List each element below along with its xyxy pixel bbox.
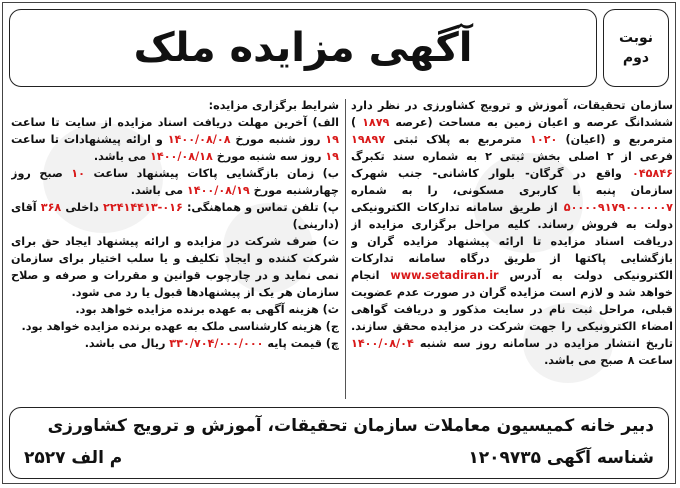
auction-description xyxy=(351,97,673,403)
contact-person: آقای (دارینی) xyxy=(11,201,339,231)
text-segment: واقع در گرگان- بلوار کاشانی- جنب شهرک سازمان پنبه با کاربری مسکونی، را به شماره xyxy=(351,167,673,197)
text-segment: فرعی از ۲ اصلی بخش ثبتی ۲ به شماره سند تکبرگ xyxy=(351,150,673,163)
text-segment: ساعت ۸ صبح می باشد. xyxy=(544,354,673,367)
text-segment: روز سه شنبه مورخ xyxy=(216,150,322,163)
document-deadline-date: ۱۴۰۰/۰۸/۰۸ xyxy=(167,133,231,146)
condition-te: ت) صرف شرکت در مزایده و ارائه پیشنهاد ایجاد حق برای شرکت کننده و ایجاد تکلیف و یا سلب اختیار برای سازمان نمی نماید و در چارچوب قوانین و مقررات و صرفه و صلاح سازمان هر یک از پیشنهادها قبول یا رد می شود. xyxy=(11,235,339,299)
issue-number-box xyxy=(603,9,669,87)
text-segment: صبح روز چهارشنبه مورخ xyxy=(11,167,339,197)
condition-che xyxy=(11,335,339,352)
base-price: ۳۳۰/۷۰۴/۰۰۰/۰۰۰ xyxy=(169,337,264,350)
text-segment: سازمان تحقیقات، آموزش و ترویج کشاورزی در نظر دارد ششدانگ عرصه و اعیان زمین به مساحت (عرصه xyxy=(351,99,673,129)
deed-number: ۰۴۵۸۴۶ xyxy=(632,167,673,180)
text-segment: چ) قیمت پایه xyxy=(267,337,339,350)
auction-number: ۵۰۰۰۰۹۱۷۹۰۰۰۰۰۰۷ xyxy=(563,201,673,214)
issue-label: نوبت xyxy=(618,30,654,46)
land-area: ۱۸۷۹ xyxy=(362,116,390,129)
building-area: ۱۰۲۰ xyxy=(529,133,558,146)
text-segment: روز شنبه مورخ xyxy=(235,133,321,146)
deadline-hour: ۱۹ xyxy=(325,133,339,146)
issuer-name: دبیر خانه کمیسیون معاملات سازمان تحقیقات، آموزش و ترویج کشاورزی xyxy=(47,416,654,436)
reference-code: م الف ۲۵۲۷ xyxy=(24,448,123,468)
text-segment: می باشد. xyxy=(93,150,147,163)
text-segment: داخلی xyxy=(65,201,99,214)
condition-se: ث) هزینه آگهی به عهده برنده مزایده خواهد بود. xyxy=(75,303,339,316)
text-segment: می باشد. xyxy=(130,184,184,197)
text-segment: مترمربع به پلاک ثبتی xyxy=(393,133,522,146)
condition-pe xyxy=(11,199,339,233)
auction-conditions xyxy=(11,97,339,403)
contact-phone: ۰۱۶-۲۲۴۱۴۴۱۳ xyxy=(103,201,183,214)
website-link[interactable]: www.setadiran.ir xyxy=(390,269,499,282)
text-segment: و ارائه پیشنهادات تا ساعت xyxy=(11,133,163,146)
condition-jim: ج) هزینه کارشناسی ملک به عهده برنده مزایده خواهد بود. xyxy=(21,320,339,333)
newspaper-ad xyxy=(2,2,676,484)
footer-box xyxy=(9,407,669,479)
opening-hour: ۱۰ xyxy=(71,167,85,180)
bid-deadline-hour: ۱۹ xyxy=(325,150,339,163)
text-segment: انجام خواهد شد و لازم است مزایده گران در صورت عدم عضویت قبلی، مراحل ثبت نام در سایت مذکور و دریافت گواهی امضاء الکترونیکی را جهت شرکت در مزایده محقق سازند. تاریخ انتشار مزایده در سامانه روز سه شنبه xyxy=(351,269,673,350)
text-segment: ب) زمان بازگشایی پاکات پیشنهاد ساعت xyxy=(93,167,339,180)
condition-alef xyxy=(11,114,339,165)
description-paragraph xyxy=(351,97,673,369)
ad-id-label: شناسه آگهی xyxy=(546,448,654,468)
opening-date: ۱۴۰۰/۰۸/۱۹ xyxy=(186,184,250,197)
text-segment: از طریق سامانه تدارکات الکترونیکی دولت به فروش رساند. کلیه مراحل برگزاری مزایده از دریافت اسناد مزایده تا ارائه پیشنهاد مزایده گران و بازگشایی پاکتها از طریق درگاه سامانه تدارکات الکترونیکی دولت به آدرس xyxy=(351,201,673,282)
ad-id-value: ۱۲۰۹۷۳۵ xyxy=(468,448,541,468)
text-segment: ) مترمربع و (اعیان) xyxy=(351,116,673,146)
bid-deadline-date: ۱۴۰۰/۰۸/۱۸ xyxy=(150,150,213,163)
ad-id xyxy=(468,448,654,468)
title-box xyxy=(9,9,597,87)
conditions-heading: شرایط برگزاری مزایده: xyxy=(208,99,339,112)
condition-be xyxy=(11,165,339,199)
publish-date: ۱۴۰۰/۰۸/۰۴ xyxy=(351,337,414,350)
plot-number: ۱۹۸۹۷ xyxy=(351,133,386,146)
issue-value: دوم xyxy=(622,50,650,66)
text-segment: الف) آخرین مهلت دریافت اسناد مزایده از سایت تا ساعت xyxy=(11,116,339,129)
column-divider xyxy=(345,99,346,399)
text-segment: ریال می باشد. xyxy=(84,337,166,350)
text-segment: پ) تلفن تماس و هماهنگی: xyxy=(186,201,339,214)
ad-title: آگهی مزایده ملک xyxy=(133,25,473,71)
phone-extension: ۳۶۸ xyxy=(40,201,62,214)
